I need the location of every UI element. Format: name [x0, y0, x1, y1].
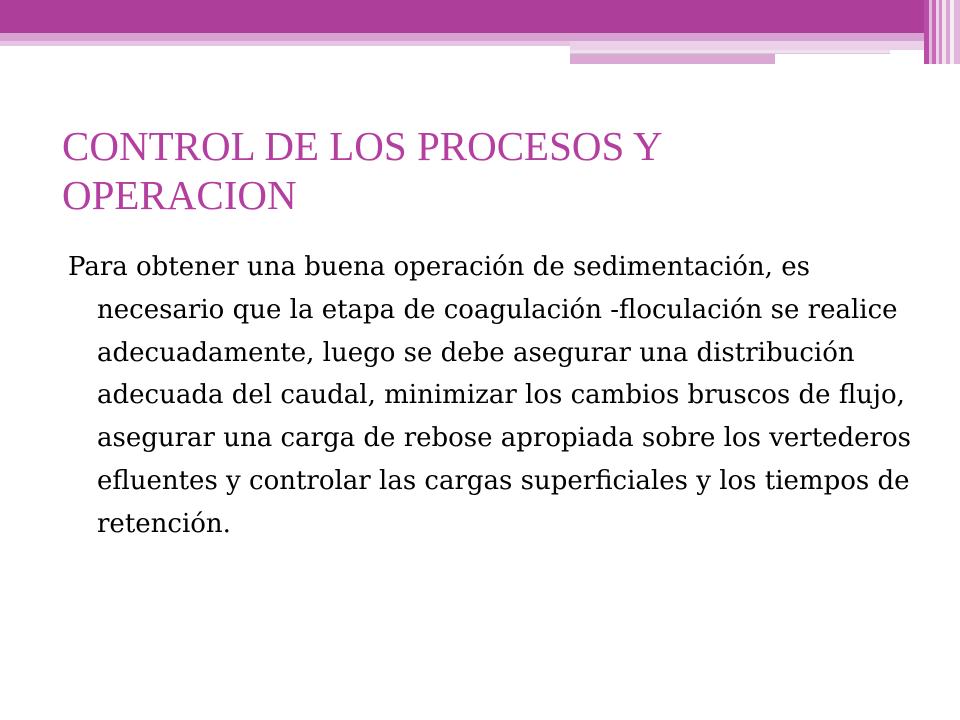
header-bar-tab [570, 54, 775, 64]
header-bar-light [0, 33, 924, 41]
header-bar-accent-right [570, 41, 924, 50]
header-bar-main [0, 0, 924, 33]
slide-title: CONTROL DE LOS PROCESOS Y OPERACION [62, 123, 662, 218]
slide-body-text: Para obtener una buena operación de sedimentación, es necesario que la etapa de coagulación -floculación se realice adecuadamente, luego se debe asegurar una distribución adecuada del caudal, minimizar los cambios bruscos de flujo, asegurar una carga de rebose apropiada sobre los vertederos efluentes y controlar las cargas superficiales y los tiempos de retención. [68, 252, 911, 539]
header-stripe [954, 0, 960, 64]
header-bar-accent-left [0, 41, 570, 46]
